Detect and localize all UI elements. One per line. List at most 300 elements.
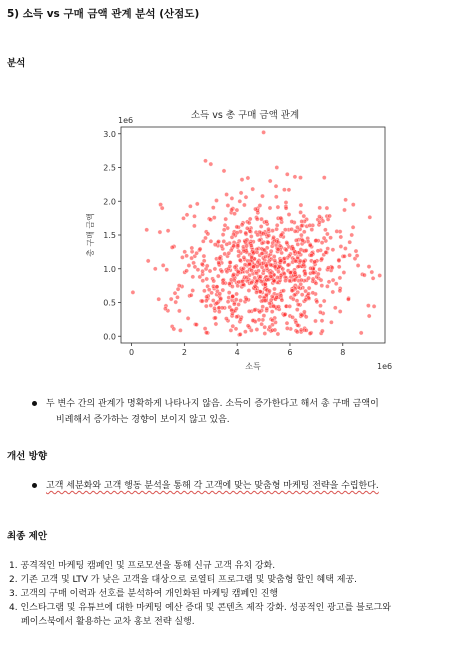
scatter-point [201, 279, 205, 283]
scatter-point [210, 291, 214, 295]
scatter-point [331, 248, 335, 252]
scatter-point [318, 267, 322, 271]
scatter-point [222, 228, 226, 232]
analysis-line-2: 비례해서 증가하는 경향이 보이지 않고 있음. [56, 415, 230, 425]
scatter-point [211, 206, 215, 210]
scatter-point [259, 279, 263, 283]
scatter-point [220, 244, 224, 248]
scatter-point [307, 276, 311, 280]
scatter-point [311, 271, 315, 275]
list-item-text: 공격적인 마케팅 캠페인 및 프로모션을 통해 신규 고객 유치 강화. [20, 561, 276, 571]
scatter-point [260, 251, 264, 255]
scatter-point [157, 297, 161, 301]
scatter-point [212, 306, 216, 310]
scatter-point [272, 304, 276, 308]
scatter-point [221, 288, 225, 292]
scatter-point [273, 258, 277, 262]
scatter-point [258, 310, 262, 314]
scatter-point [378, 273, 382, 277]
scatter-point [331, 278, 335, 282]
scatter-point [181, 216, 185, 220]
scatter-point [287, 212, 291, 216]
y-tick-label: 0.5 [103, 298, 116, 308]
scatter-point [242, 203, 246, 207]
scatter-point [195, 202, 199, 206]
scatter-point [276, 332, 280, 336]
scatter-point [214, 322, 218, 326]
scatter-point [234, 298, 238, 302]
scatter-point [285, 240, 289, 244]
scatter-point [166, 229, 170, 233]
scatter-point [291, 297, 295, 301]
scatter-point [329, 236, 333, 240]
y-tick-label: 0.0 [103, 332, 116, 342]
scatter-point [173, 291, 177, 295]
scatter-point [348, 253, 352, 257]
scatter-point [251, 265, 255, 269]
scatter-point [201, 269, 205, 273]
scatter-point [367, 265, 371, 269]
scatter-point [200, 299, 204, 303]
scatter-point [237, 249, 241, 253]
scatter-point [239, 317, 243, 321]
scatter-point [235, 315, 239, 319]
scatter-point [250, 268, 254, 272]
scatter-point [256, 260, 260, 264]
scatter-point [250, 256, 254, 260]
scatter-point [219, 297, 223, 301]
scatter-point [302, 230, 306, 234]
scatter-point [263, 331, 267, 335]
scatter-point [237, 302, 241, 306]
scatter-point [286, 263, 290, 267]
scatter-point [176, 287, 180, 291]
scatter-point [224, 317, 228, 321]
scatter-point [320, 319, 324, 323]
scatter-point [348, 240, 352, 244]
scatter-point [284, 206, 288, 210]
scatter-point [334, 282, 338, 286]
scatter-point [224, 217, 228, 221]
scatter-point [205, 277, 209, 281]
scatter-point [325, 206, 329, 210]
scatter-point [250, 281, 254, 285]
scatter-point [263, 282, 267, 286]
scatter-point [288, 304, 292, 308]
scatter-point [293, 259, 297, 263]
scatter-point [299, 233, 303, 237]
scatter-point [261, 305, 265, 309]
scatter-point [212, 279, 216, 283]
scatter-point [202, 254, 206, 258]
scatter-point [213, 316, 217, 320]
scatter-point [206, 232, 210, 236]
scatter-point [223, 252, 227, 256]
scatter-point [234, 327, 238, 331]
scatter-point [220, 306, 224, 310]
scatter-point [213, 243, 217, 247]
scatter-point [287, 279, 291, 283]
scatter-point [260, 265, 264, 269]
scatter-point [290, 289, 294, 293]
scatter-point [251, 187, 255, 191]
scatter-point [193, 265, 197, 269]
scatter-point [271, 229, 275, 233]
scatter-point [298, 176, 302, 180]
scatter-point [260, 241, 264, 245]
scatter-point [185, 213, 189, 217]
scatter-point [268, 179, 272, 183]
scatter-point [255, 217, 259, 221]
scatter-point [192, 224, 196, 228]
scatter-point [285, 172, 289, 176]
scatter-point [272, 235, 276, 239]
scatter-point [236, 269, 240, 273]
scatter-point [255, 250, 259, 254]
scatter-point [263, 255, 267, 259]
analysis-bullet [46, 396, 456, 428]
scatter-point [354, 249, 358, 253]
scatter-point [218, 292, 222, 296]
scatter-point [322, 176, 326, 180]
scatter-point [146, 259, 150, 263]
scatter-point [295, 308, 299, 312]
scatter-point [311, 291, 315, 295]
scatter-point [282, 289, 286, 293]
scatter-point [242, 255, 246, 259]
scatter-point [203, 327, 207, 331]
scatter-point [212, 216, 216, 220]
scatter-point [279, 259, 283, 263]
scatter-point [271, 318, 275, 322]
scatter-point [226, 300, 230, 304]
scatter-point [243, 330, 247, 334]
scatter-point [370, 270, 374, 274]
scatter-point [288, 271, 292, 275]
scatter-point [328, 214, 332, 218]
scatter-point [304, 248, 308, 252]
scatter-point [273, 265, 277, 269]
scatter-point [276, 205, 280, 209]
scatter-point [320, 257, 324, 261]
scatter-point [307, 292, 311, 296]
scatter-point [262, 314, 266, 318]
scatter-point [163, 307, 167, 311]
scatter-point [217, 310, 221, 314]
scatter-point [325, 232, 329, 236]
scatter-point [258, 203, 262, 207]
scatter-point [291, 247, 295, 251]
scatter-point [203, 236, 207, 240]
scatter-point [371, 276, 375, 280]
scatter-point [279, 294, 283, 298]
scatter-point [275, 275, 279, 279]
scatter-point [362, 273, 366, 277]
scatter-point [320, 329, 324, 333]
scatter-point [295, 323, 299, 327]
final-item-4 [9, 602, 391, 614]
scatter-point [254, 290, 258, 294]
scatter-point [232, 244, 236, 248]
scatter-point [296, 242, 300, 246]
scatter-point [209, 162, 213, 166]
scatter-point [233, 212, 237, 216]
scatter-point [342, 254, 346, 258]
scatter-point [309, 253, 313, 257]
scatter-point [165, 268, 169, 272]
scatter-point [244, 231, 248, 235]
scatter-point [232, 302, 236, 306]
scatter-point [300, 238, 304, 242]
scatter-point [251, 318, 255, 322]
scatter-point [211, 298, 215, 302]
scatter-point [342, 270, 346, 274]
final-item-2 [9, 574, 357, 586]
scatter-point [233, 265, 237, 269]
scatter-point [245, 244, 249, 248]
scatter-point [273, 328, 277, 332]
scatter-point [280, 298, 284, 302]
scatter-point [299, 278, 303, 282]
scatter-point [217, 239, 221, 243]
scatter-point [231, 294, 235, 298]
scatter-point [309, 266, 313, 270]
scatter-point [238, 258, 242, 262]
scatter-point [185, 254, 189, 258]
scatter-point [275, 295, 279, 299]
scatter-point [245, 226, 249, 230]
scatter-point [275, 165, 279, 169]
scatter-point [338, 309, 342, 313]
scatter-point [209, 239, 213, 243]
scatter-point [275, 227, 279, 231]
scatter-point [204, 331, 208, 335]
scatter-point [293, 271, 297, 275]
list-item-text: 기존 고객 및 LTV 가 낮은 고객을 대상으로 로열티 프로그램 및 맞춤형 할인 혜택 제공. [20, 575, 358, 585]
scatter-point [270, 310, 274, 314]
scatter-point [279, 233, 283, 237]
scatter-point [241, 279, 245, 283]
scatter-point [257, 318, 261, 322]
scatter-point [290, 220, 294, 224]
scatter-point [308, 243, 312, 247]
scatter-point [204, 299, 208, 303]
section-heading-analysis: 분석 [7, 58, 26, 69]
scatter-point [235, 231, 239, 235]
scatter-point [204, 304, 208, 308]
scatter-point [327, 280, 331, 284]
scatter-point [242, 266, 246, 270]
scatter-point [188, 204, 192, 208]
scatter-point [285, 326, 289, 330]
scatter-point [351, 225, 355, 229]
scatter-point [337, 259, 341, 263]
scatter-point [249, 243, 253, 247]
scatter-point [187, 263, 191, 267]
scatter-point [355, 254, 359, 258]
list-item-text: 고객의 구매 이력과 선호를 분석하여 개인화된 마케팅 캠페인 진행 [20, 589, 279, 599]
scatter-point [172, 327, 176, 331]
scatter-point [299, 210, 303, 214]
scatter-point [268, 325, 272, 329]
scatter-point [255, 271, 259, 275]
scatter-point [186, 316, 190, 320]
scatter-point [131, 290, 135, 294]
scatter-point [264, 220, 268, 224]
scatter-point [232, 278, 236, 282]
scatter-point [258, 275, 262, 279]
scatter-point [247, 262, 251, 266]
scatter-point [315, 300, 319, 304]
scatter-point [222, 169, 226, 173]
scatter-point [247, 309, 251, 313]
scatter-point [242, 249, 246, 253]
scatter-point [265, 307, 269, 311]
x-tick-label: 0 [129, 348, 135, 357]
scatter-point [343, 246, 347, 250]
scatter-point [314, 238, 318, 242]
scatter-point [237, 280, 241, 284]
scatter-point [318, 206, 322, 210]
scatter-point [293, 175, 297, 179]
y-tick-label: 2.0 [103, 197, 116, 207]
scatter-point [372, 304, 376, 308]
scatter-point [169, 297, 173, 301]
scatter-point [316, 249, 320, 253]
scatter-point [225, 192, 229, 196]
scatter-chart [85, 100, 405, 385]
scatter-point [308, 223, 312, 227]
scatter-points [131, 130, 382, 337]
scatter-point [287, 254, 291, 258]
scatter-point [208, 269, 212, 273]
scatter-point [282, 188, 286, 192]
scatter-point [303, 271, 307, 275]
scatter-point [338, 276, 342, 280]
scatter-point [170, 245, 174, 249]
scatter-point [318, 220, 322, 224]
scatter-point [276, 270, 280, 274]
scatter-point [215, 285, 219, 289]
y-tick-label: 3.0 [103, 129, 116, 139]
scatter-point [245, 275, 249, 279]
scatter-point [263, 248, 267, 252]
scatter-point [240, 178, 244, 182]
scatter-point [302, 263, 306, 267]
scatter-point [367, 314, 371, 318]
scatter-point [269, 274, 273, 278]
scatter-point [258, 295, 262, 299]
scatter-point [253, 276, 257, 280]
scatter-point [299, 203, 303, 207]
final-item-3 [9, 588, 278, 600]
scatter-point [346, 297, 350, 301]
scatter-point [245, 238, 249, 242]
scatter-point [246, 324, 250, 328]
scatter-point [145, 228, 149, 232]
scatter-point [293, 229, 297, 233]
scatter-point [295, 225, 299, 229]
scatter-point [351, 203, 355, 207]
scatter-point [284, 200, 288, 204]
scatter-point [326, 266, 330, 270]
scatter-point [191, 288, 195, 292]
improve-text: 고객 세분화와 고객 행동 분석을 통해 각 고객에 맞는 맞춤형 마케팅 전략을 수립한다. [46, 481, 379, 491]
scatter-point [320, 241, 324, 245]
scatter-point [190, 256, 194, 260]
scatter-point [183, 250, 187, 254]
scatter-point [225, 242, 229, 246]
scatter-point [326, 247, 330, 251]
scatter-point [279, 216, 283, 220]
scatter-point [296, 302, 300, 306]
scatter-point [299, 248, 303, 252]
improve-bullet [46, 478, 379, 494]
scatter-point [337, 265, 341, 269]
scatter-point [262, 130, 266, 134]
scatter-point [202, 289, 206, 293]
scatter-point [311, 277, 315, 281]
scatter-point [190, 246, 194, 250]
scatter-point [313, 319, 317, 323]
analysis-line-1: 두 변수 간의 관계가 명확하게 나타나지 않음. 소득이 증가한다고 해서 총 구매 금액이 [46, 399, 379, 409]
scatter-point [158, 230, 162, 234]
scatter-point [215, 301, 219, 305]
scatter-point [153, 267, 157, 271]
scatter-point [366, 304, 370, 308]
scatter-point [267, 289, 271, 293]
scatter-point [221, 281, 225, 285]
scatter-point [160, 206, 164, 210]
scatter-point [319, 278, 323, 282]
final-item-1 [9, 560, 275, 572]
y-offset-label: 1e6 [118, 116, 134, 125]
scatter-point [333, 306, 337, 310]
scatter-point [234, 307, 238, 311]
scatter-point [307, 286, 311, 290]
scatter-point [267, 233, 271, 237]
scatter-point [310, 228, 314, 232]
scatter-point [316, 272, 320, 276]
scatter-point [284, 248, 288, 252]
scatter-point [320, 284, 324, 288]
scatter-point [299, 224, 303, 228]
scatter-point [218, 256, 222, 260]
scatter-point [292, 293, 296, 297]
scatter-point [274, 195, 278, 199]
scatter-point [278, 244, 282, 248]
scatter-point [295, 330, 299, 334]
scatter-point [226, 203, 230, 207]
scatter-point [300, 219, 304, 223]
scatter-point [255, 327, 259, 331]
scatter-point [329, 320, 333, 324]
scatter-point [228, 260, 232, 264]
scatter-point [230, 196, 234, 200]
scatter-point [261, 318, 265, 322]
scatter-point [236, 284, 240, 288]
y-tick-label: 2.5 [103, 163, 116, 173]
list-number: 1. [9, 561, 18, 571]
scatter-point [308, 331, 312, 335]
scatter-point [238, 332, 242, 336]
chart-title: 소득 vs 총 구매 금액 관계 [190, 110, 300, 121]
scatter-point [297, 264, 301, 268]
scatter-point [269, 298, 273, 302]
scatter-point [338, 289, 342, 293]
scatter-point [260, 194, 264, 198]
scatter-point [229, 328, 233, 332]
